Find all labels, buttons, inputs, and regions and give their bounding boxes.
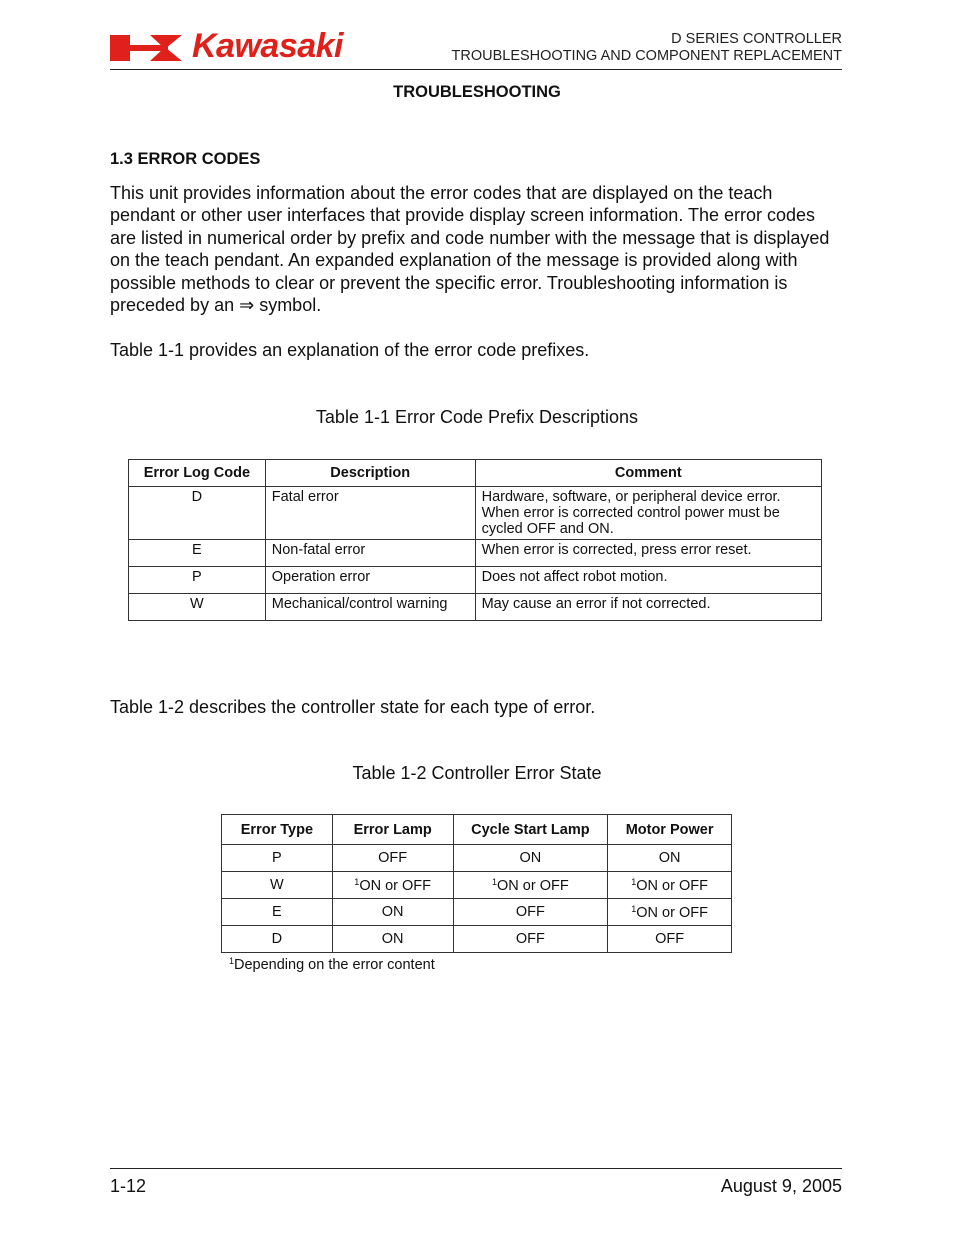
footnote-mark: 1 — [492, 876, 498, 887]
column-header: Comment — [475, 460, 821, 487]
table-row — [222, 845, 732, 872]
description-cell: Fatal error — [265, 487, 475, 540]
motor-power-cell — [608, 899, 732, 926]
table1-intro: Table 1-1 provides an explanation of the error code prefixes. — [110, 340, 590, 360]
motor-power-cell — [608, 872, 732, 899]
section-heading: 1.3 ERROR CODES — [110, 150, 261, 168]
error-lamp-cell: OFF — [332, 845, 453, 872]
comment-cell: May cause an error if not corrected. — [475, 594, 821, 621]
footer-rule — [110, 1168, 842, 1169]
table-header-row — [129, 460, 822, 487]
column-header: Error Lamp — [332, 815, 453, 845]
footnote-text: Depending on the error content — [234, 957, 435, 973]
table-row — [222, 872, 732, 899]
description-cell: Mechanical/control warning — [265, 594, 475, 621]
table2-footnote — [229, 956, 435, 973]
description-cell: Non-fatal error — [265, 540, 475, 567]
header-rule — [110, 69, 842, 70]
column-header: Motor Power — [608, 815, 732, 845]
page-number: 1-12 — [110, 1176, 147, 1196]
table1-caption: Table 1-1 Error Code Prefix Descriptions — [315, 407, 639, 427]
cycle-start-lamp-cell: OFF — [453, 926, 608, 953]
error-lamp-cell — [332, 872, 453, 899]
error-log-code: D — [129, 487, 266, 540]
table-row — [129, 487, 822, 540]
comment-cell: When error is corrected, press error reset. — [475, 540, 821, 567]
error-type-cell: P — [222, 845, 333, 872]
controller-error-state-table — [221, 814, 732, 953]
table2-caption: Table 1-2 Controller Error State — [352, 763, 602, 783]
error-lamp-cell: ON — [332, 899, 453, 926]
comment-cell: Does not affect robot motion. — [475, 567, 821, 594]
implies-symbol: ⇒ — [239, 295, 255, 316]
header-line-2: TROUBLESHOOTING AND COMPONENT REPLACEMENT — [451, 48, 842, 64]
description-cell: Operation error — [265, 567, 475, 594]
footnote-mark: 1 — [354, 876, 360, 887]
table-row — [222, 899, 732, 926]
publication-date: August 9, 2005 — [720, 1176, 842, 1196]
cycle-start-lamp-value: ON or OFF — [497, 877, 569, 894]
footnote-mark: 1 — [631, 903, 637, 914]
footnote-mark: 1 — [631, 876, 637, 887]
cycle-start-lamp-cell: OFF — [453, 899, 608, 926]
error-code-prefix-table — [128, 459, 822, 621]
table-row — [129, 594, 822, 621]
logo-wordmark: Kawasaki — [192, 27, 343, 65]
intro-paragraph — [110, 182, 840, 316]
table-row — [129, 540, 822, 567]
motor-power-value: ON or OFF — [636, 877, 708, 894]
error-log-code: W — [129, 594, 266, 621]
error-log-code: P — [129, 567, 266, 594]
error-type-cell: D — [222, 926, 333, 953]
motor-power-cell: ON — [608, 845, 732, 872]
motor-power-cell: OFF — [608, 926, 732, 953]
header-line-1: D SERIES CONTROLLER — [671, 31, 842, 47]
section-title: TROUBLESHOOTING — [393, 83, 561, 101]
error-lamp-cell: ON — [332, 926, 453, 953]
error-log-code: E — [129, 540, 266, 567]
cycle-start-lamp-cell — [453, 872, 608, 899]
motor-power-value: ON or OFF — [636, 904, 708, 921]
table-header-row — [222, 815, 732, 845]
error-lamp-value: ON or OFF — [359, 877, 432, 894]
footnote-mark: 1 — [229, 956, 235, 966]
column-header: Error Type — [222, 815, 333, 845]
comment-cell: Hardware, software, or peripheral device error. When error is corrected control power must be cycled OFF and ON. — [475, 487, 821, 540]
intro-text-post: symbol. — [254, 295, 322, 316]
kawasaki-logo — [110, 27, 388, 65]
running-header — [452, 31, 842, 65]
cycle-start-lamp-cell: ON — [453, 845, 608, 872]
table-row — [222, 926, 732, 953]
table-row — [129, 567, 822, 594]
kawasaki-river-mark-icon — [110, 33, 190, 63]
column-header: Cycle Start Lamp — [453, 815, 608, 845]
table2-intro: Table 1-2 describes the controller state for each type of error. — [110, 697, 596, 717]
intro-text-pre: This unit provides information about the error codes that are displayed on the teach pendant or other user interfaces that provide display screen information. The error codes are listed in numerical order by prefix and code number with the message that is displayed on the teach pendant. An expanded explanation of the message is provided along with possible methods to clear or prevent the specific error. Troubleshooting information is preceded by an — [110, 183, 830, 316]
error-type-cell: E — [222, 899, 333, 926]
error-type-cell: W — [222, 872, 333, 899]
column-header: Error Log Code — [129, 460, 266, 487]
column-header: Description — [265, 460, 475, 487]
